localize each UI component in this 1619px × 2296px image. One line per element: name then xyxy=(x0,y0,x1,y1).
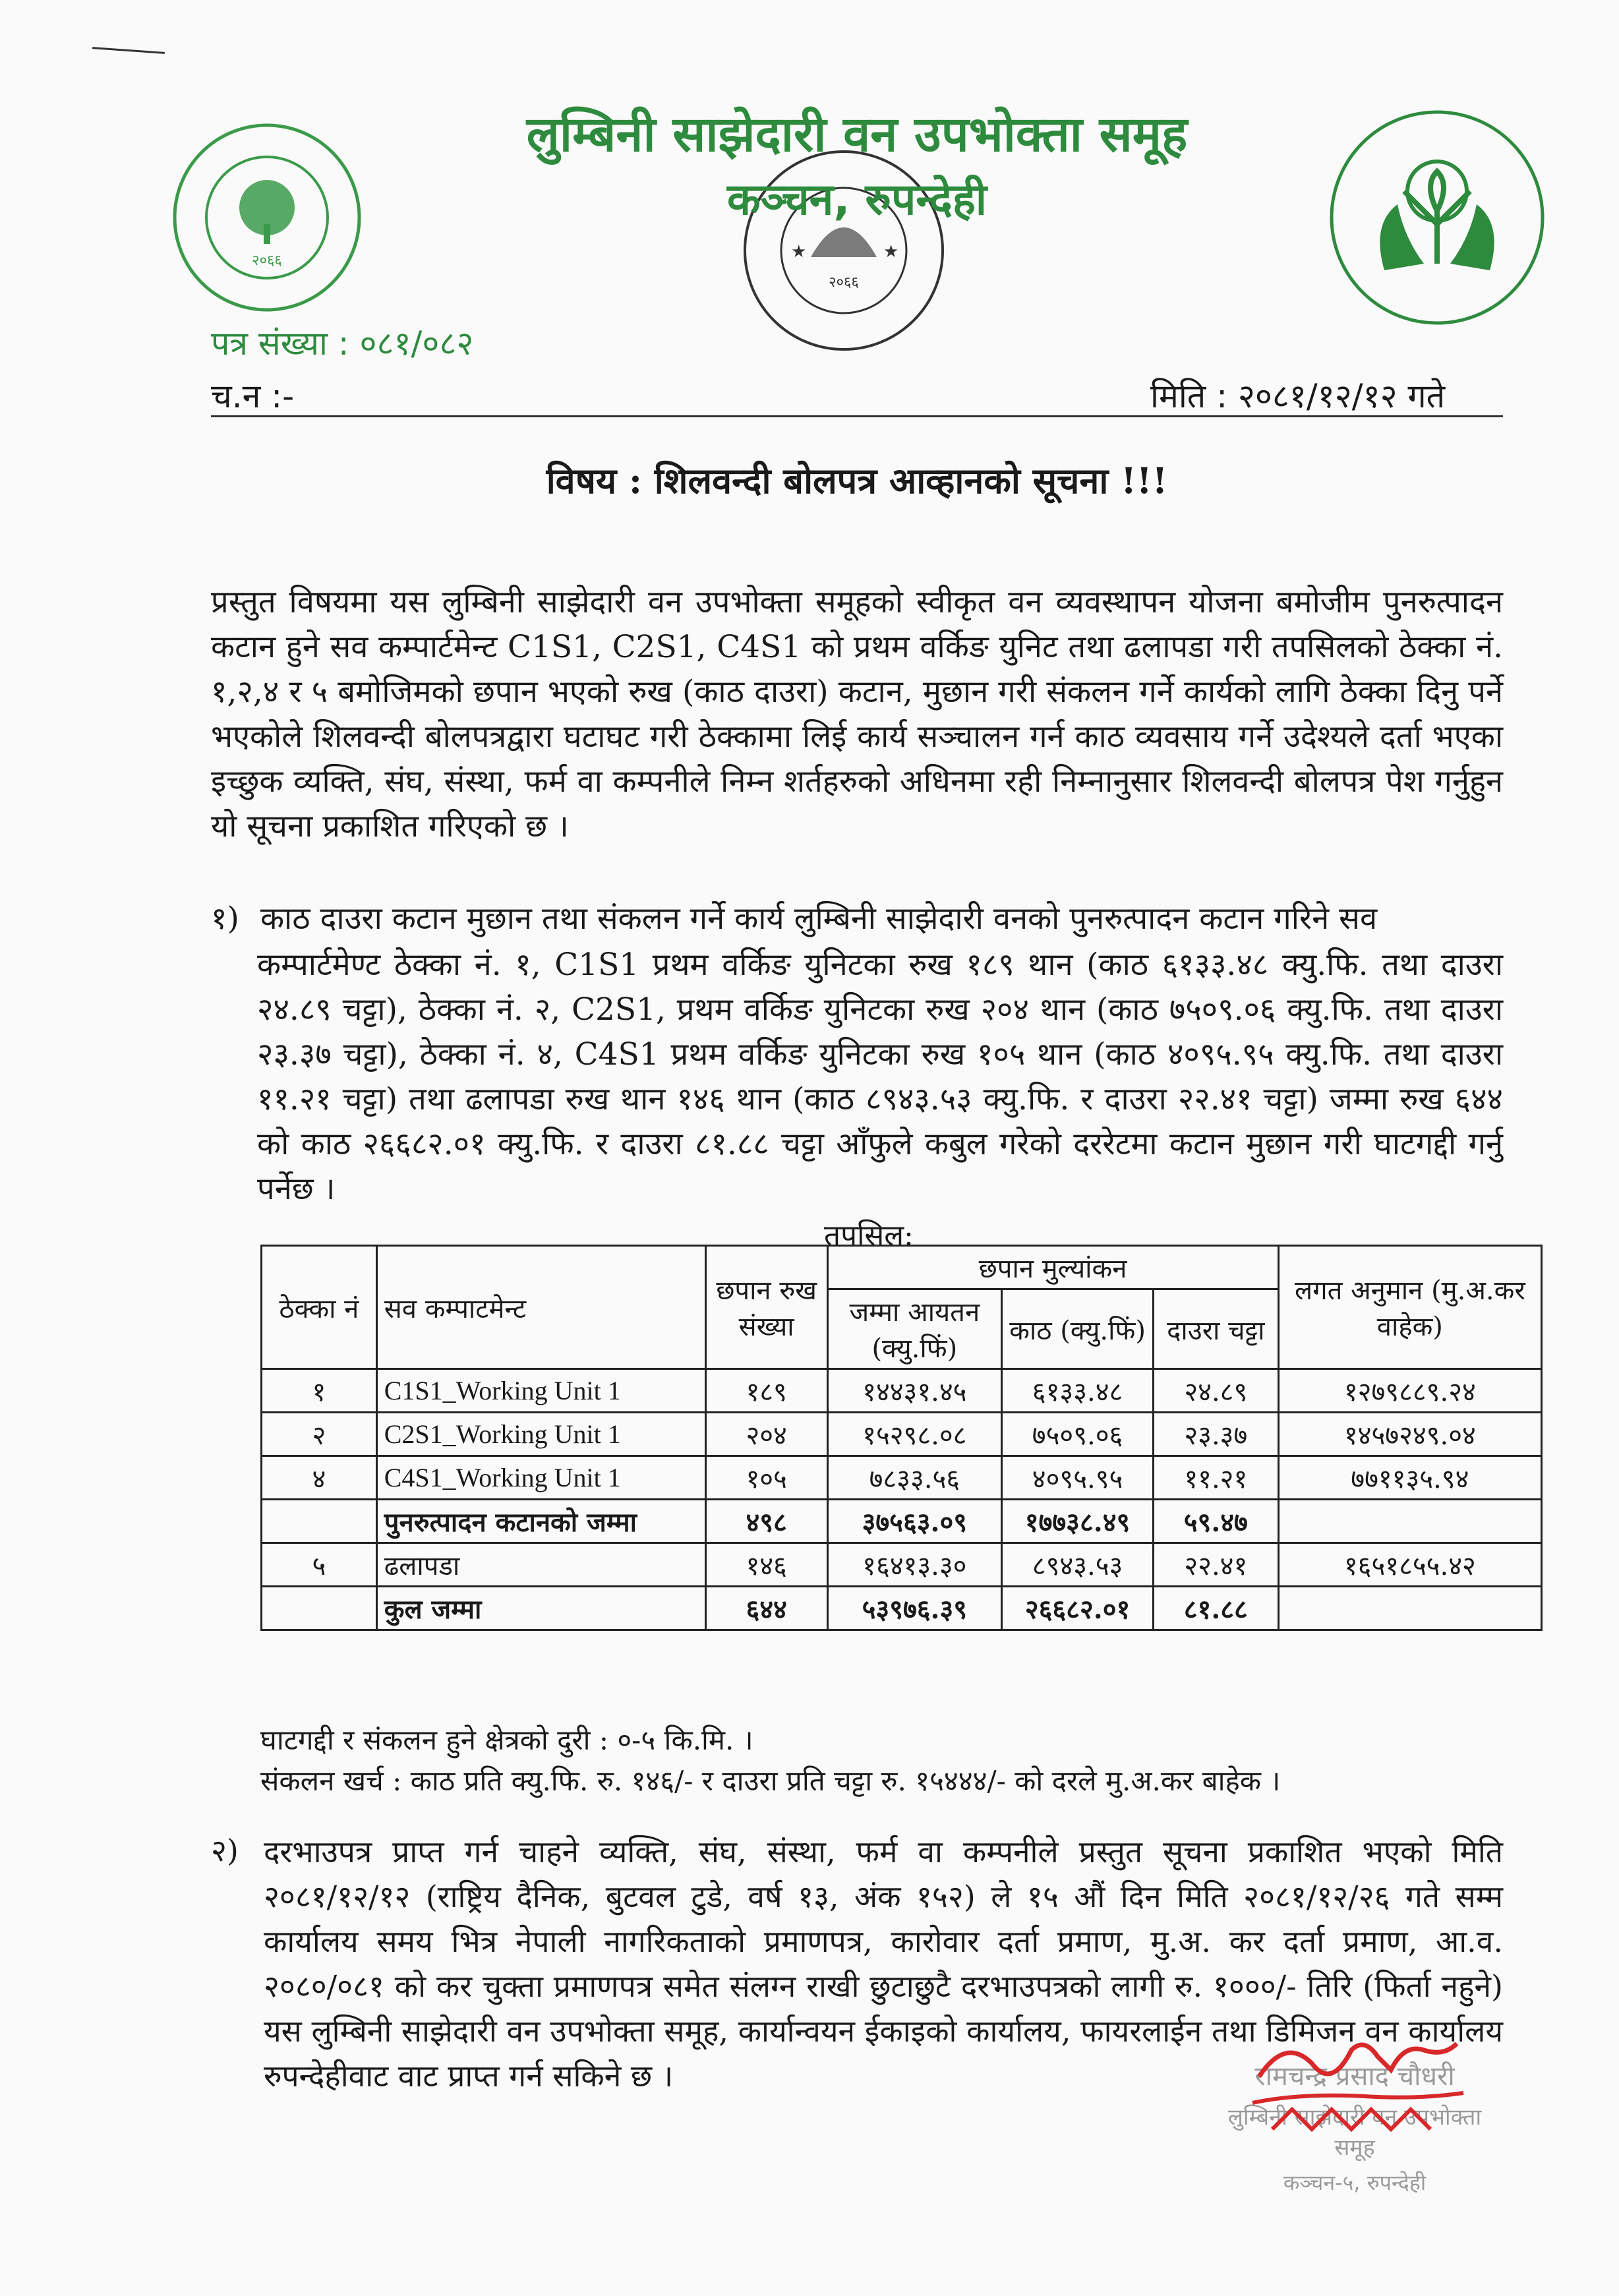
cell-name: C2S1_Working Unit 1 xyxy=(376,1413,705,1456)
header-valuation: छपान मुल्यांकन xyxy=(827,1246,1278,1289)
cell-no: १ xyxy=(262,1369,377,1413)
header-timber: काठ (क्यु.फिं) xyxy=(1002,1289,1154,1369)
cell-firewood: ११.२१ xyxy=(1153,1456,1278,1500)
cell-timber: ४०९५.९५ xyxy=(1002,1456,1154,1500)
org-name: लुम्बिनी साझेदारी वन उपभोक्ता समूह xyxy=(526,106,1188,163)
cell-no xyxy=(262,1500,377,1543)
cell-trees: ४९८ xyxy=(705,1500,827,1543)
header-tree-count: छपान रुख संख्या xyxy=(705,1246,827,1369)
point-2-body: दरभाउपत्र प्राप्त गर्न चाहने व्यक्ति, संघ, संस्था, फर्म वा कम्पनीले प्रस्तुत सूचना प्रकाशित भएको मिति २०८१/१२/१२ (राष्ट्रिय दैनिक, बुटवल टुडे, वर्ष १३, अंक १५२) ले १५ औं दिन मिति २०८१/१२/२६ गते सम्म कार्यालय समय भित्र नेपाली नागरिकताको प्रमाणपत्र, कारोवार दर्ता प्रमाण, मु.अ. कर दर्ता प्रमाण, आ.व. २०८०/०८१ को कर चुक्ता प्रमाणपत्र समेत संलग्न राखी छुटाछुटै दरभाउपत्रको लागी रु. १०००/- तिरि (फिर्ता नहुने) यस लुम्बिनी साझेदारी वन उपभोक्ता समूह, कार्यान्वयन ईकाइको कार्यालय, फायरलाईन तथा डिमिजन वन कार्यालय रुपन्देहीवाट वाट प्राप्त गर्न सकिने छ । xyxy=(264,1834,1503,2094)
header-total-volume: जम्मा आयतन (क्यु.फिं) xyxy=(827,1289,1002,1369)
header-contract-no: ठेक्का नं xyxy=(262,1246,377,1369)
cell-timber: ७५०९.०६ xyxy=(1002,1413,1154,1456)
point-1-lead: काठ दाउरा कटान मुछान तथा संकलन गर्ने कार्य लुम्बिनी साझेदारी वनको पुनरुत्पादन कटान गरिने सव xyxy=(260,900,1378,937)
table-row-total xyxy=(262,1587,1542,1630)
signatory-name: रामचन्द्र प्रसाद चौधरी xyxy=(1254,2061,1455,2092)
cell-firewood: २४.८९ xyxy=(1153,1369,1278,1413)
cell-firewood: ५९.४७ xyxy=(1153,1500,1278,1543)
cell-timber: १७७३८.४९ xyxy=(1002,1500,1154,1543)
cell-firewood: ८१.८८ xyxy=(1153,1587,1278,1630)
cell-cost: १६५१८५५.४२ xyxy=(1278,1543,1541,1587)
svg-text:★: ★ xyxy=(791,242,807,262)
cell-volume: ५३९७६.३९ xyxy=(827,1587,1002,1630)
cell-no: ४ xyxy=(262,1456,377,1500)
subject-line: विषय : शिलवन्दी बोलपत्र आव्हानको सूचना !!! xyxy=(546,459,1168,502)
svg-text:२०६६: २०६६ xyxy=(829,274,859,291)
cell-cost xyxy=(1278,1500,1541,1543)
table-row-subtotal xyxy=(262,1500,1542,1543)
cell-name: कुल जम्मा xyxy=(376,1587,705,1630)
cell-volume: १५२९८.०८ xyxy=(827,1413,1002,1456)
cell-timber: ६१३३.४८ xyxy=(1002,1369,1154,1413)
table-row xyxy=(262,1413,1542,1456)
cell-volume: १६४१३.३० xyxy=(827,1543,1002,1587)
header-divider xyxy=(211,415,1503,417)
cell-cost: ७७११३५.९४ xyxy=(1278,1456,1541,1500)
handwritten-signature-icon xyxy=(1233,2030,1483,2142)
left-seal-icon xyxy=(168,119,366,316)
cell-no: ५ xyxy=(262,1543,377,1587)
cell-cost: १४५७२४९.०४ xyxy=(1278,1413,1541,1456)
point-1-first-line xyxy=(211,897,1503,941)
cell-volume: १४४३१.४५ xyxy=(827,1369,1002,1413)
table-row xyxy=(262,1456,1542,1500)
signatory-place: कञ्चन-५, रुपन्देही xyxy=(1283,2170,1427,2195)
cell-name: C1S1_Working Unit 1 xyxy=(376,1369,705,1413)
table-caption: तपसिल: xyxy=(824,1219,914,1252)
letter-date: मिति : २०८१/१२/१२ गते xyxy=(1150,377,1446,415)
cell-name: C4S1_Working Unit 1 xyxy=(376,1456,705,1500)
cell-trees: १०५ xyxy=(705,1456,827,1500)
cell-name: पुनरुत्पादन कटानको जम्मा xyxy=(376,1500,705,1543)
cell-trees: १४६ xyxy=(705,1543,827,1587)
contract-table xyxy=(260,1245,1543,1631)
cell-no: २ xyxy=(262,1413,377,1456)
cell-trees: ६४४ xyxy=(705,1587,827,1630)
header-sub-compartment: सव कम्पाटमेन्ट xyxy=(376,1246,705,1369)
svg-text:२०६६: २०६६ xyxy=(252,252,282,269)
header-firewood: दाउरा चट्टा xyxy=(1153,1289,1278,1369)
cell-volume: ७८३३.५६ xyxy=(827,1456,1002,1500)
margin-mark xyxy=(92,47,165,54)
letter-number: पत्र संख्या : ०८१/०८२ xyxy=(211,324,474,363)
svg-text:★: ★ xyxy=(883,242,899,262)
point-2-number: २) xyxy=(211,1833,239,1868)
cell-firewood: २२.४१ xyxy=(1153,1543,1278,1587)
header-cost-estimate: लगत अनुमान (मु.अ.कर वाहेक) xyxy=(1278,1246,1541,1369)
org-place: कञ्चन, रुपन्देही xyxy=(727,174,987,225)
distance-note: घाटगद्दी र संकलन हुने क्षेत्रको दुरी : ०-५ कि.मि. । xyxy=(260,1724,753,1756)
cell-firewood: २३.३७ xyxy=(1153,1413,1278,1456)
cell-timber: ८९४३.५३ xyxy=(1002,1543,1154,1587)
cell-name: ढलापडा xyxy=(376,1543,705,1587)
point-1-number: १) xyxy=(211,900,239,937)
cell-trees: १८९ xyxy=(705,1369,827,1413)
signatory-org: लुम्बिनी साझेदारी वन उपभोक्ता समूह xyxy=(1227,2104,1482,2161)
intro-paragraph: प्रस्तुत विषयमा यस लुम्बिनी साझेदारी वन उपभोक्ता समूहको स्वीकृत वन व्यवस्थापन योजना बमोजीम पुनरुत्पादन कटान हुने सव कम्पार्टमेन्ट C1S1, C2S1, C4S1 को प्रथम वर्किङ युनिट तथा ढलापडा गरी तपसिलको ठेक्का नं. १,२,४ र ५ बमोजिमको छपान भएको रुख (काठ दाउरा) कटान, मुछान गरी संकलन गर्ने कार्यको लागि ठेक्का दिनु पर्ने भएकोले शिलवन्दी बोलपत्रद्वारा घटाघट गरी ठेक्कामा लिई कार्य सञ्चालन गर्न काठ व्यवसाय गर्ने उदेश्यले दर्ता भएका इच्छुक व्यक्ति, संघ, संस्था, फर्म वा कम्पनीले निम्न शर्तहरुको अधिनमा रही निम्नानुसार शिलवन्दी बोलपत्र पेश गर्नुहुन यो सूचना प्रकाशित गरिएको छ । xyxy=(211,584,1503,844)
cell-no xyxy=(262,1587,377,1630)
cell-trees: २०४ xyxy=(705,1413,827,1456)
cell-timber: २६६८२.०१ xyxy=(1002,1587,1154,1630)
table-row xyxy=(262,1543,1542,1587)
right-logo-icon xyxy=(1325,105,1549,330)
table-row xyxy=(262,1369,1542,1413)
cell-cost: १२७९८८९.२४ xyxy=(1278,1369,1541,1413)
dispatch-number: च.न :- xyxy=(211,377,295,415)
cell-cost xyxy=(1278,1587,1541,1630)
cell-volume: ३७५६३.०९ xyxy=(827,1500,1002,1543)
point-1-body: कम्पार्टमेण्ट ठेक्का नं. १, C1S1 प्रथम वर्किङ युनिटका रुख १८९ थान (काठ ६१३३.४८ क्यु.फि. तथा दाउरा २४.८९ चट्टा), ठेक्का नं. २, C2S1, प्रथम वर्किङ युनिटका रुख २०४ थान (काठ ७५०९.०६ क्यु.फि. तथा दाउरा २३.३७ चट्टा), ठेक्का नं. ४, C4S1 प्रथम वर्किङ युनिटका रुख १०५ थान (काठ ४०९५.९५ क्यु.फि. तथा दाउरा ११.२१ चट्टा) तथा ढलापडा रुख थान १४६ थान (काठ ८९४३.५३ क्यु.फि. र दाउरा २२.४१ चट्टा) जम्मा रुख ६४४ को काठ २६६८२.०१ क्यु.फि. र दाउरा ८१.८८ चट्टा आँफुले कबुल गरेको दररेटमा कटान मुछान गरी घाटगद्दी गर्नु पर्नेछ । xyxy=(257,947,1503,1207)
collection-cost-note: संकलन खर्च : काठ प्रति क्यु.फि. रु. १४६/- र दाउरा प्रति चट्टा रु. १५४४४/- को दरले मु.अ.कर बाहेक । xyxy=(260,1765,1281,1797)
